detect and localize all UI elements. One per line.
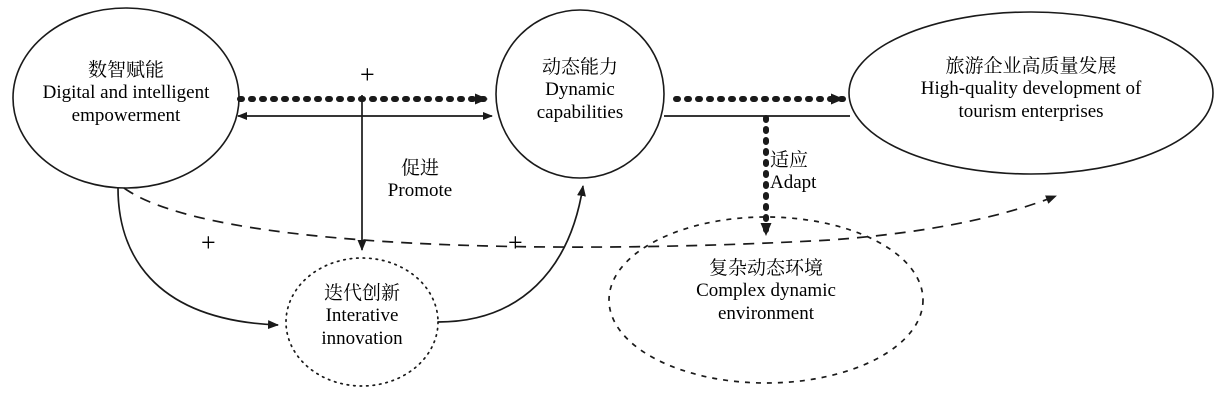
node-label-empowerment-en2: empowerment xyxy=(71,104,181,126)
node-label-environment-cn: 复杂动态环境 xyxy=(708,258,823,279)
node-label-innovation-en1: Interative xyxy=(325,305,399,327)
node-label-environment-en1: Complex dynamic xyxy=(696,280,836,302)
node-label-innovation-en2: innovation xyxy=(321,327,403,349)
sign-plus-top: + xyxy=(360,60,375,89)
node-label-empowerment-cn: 数智赋能 xyxy=(87,60,164,81)
node-shape-iterative-innovation xyxy=(286,258,438,386)
node-label-tourism-en2: tourism enterprises xyxy=(958,100,1104,122)
edge-empowerment-curve-to-innovation xyxy=(118,188,278,325)
node-label-tourism-en1: High-quality development of xyxy=(920,78,1142,100)
node-label-innovation-cn: 迭代创新 xyxy=(323,283,400,304)
sign-plus-middle: + xyxy=(508,228,523,257)
sign-plus-left: + xyxy=(201,228,216,257)
node-label-empowerment-en1: Digital and intelligent xyxy=(42,82,210,104)
node-label-dynamic-en1: Dynamic xyxy=(545,79,615,101)
node-label-dynamic-en2: capabilities xyxy=(536,101,624,123)
node-shape-dynamic-capabilities xyxy=(496,10,664,178)
edge-empowerment-to-tourism-dashed xyxy=(124,188,1056,247)
node-label-tourism-cn: 旅游企业高质量发展 xyxy=(945,56,1117,77)
node-label-dynamic-cn: 动态能力 xyxy=(541,57,618,78)
edge-label-adapt-en: Adapt xyxy=(770,172,817,194)
edge-label-adapt-cn: 适应 xyxy=(770,150,809,171)
edge-label-promote xyxy=(370,158,470,203)
edge-label-promote-en: Promote xyxy=(387,180,453,202)
node-shape-empowerment xyxy=(13,8,239,188)
node-label-environment-en2: environment xyxy=(717,302,815,324)
node-shape-complex-environment xyxy=(609,217,923,383)
edge-label-adapt xyxy=(770,150,860,195)
node-shape-tourism-development xyxy=(849,12,1213,174)
edge-label-promote-cn: 促进 xyxy=(400,158,439,179)
